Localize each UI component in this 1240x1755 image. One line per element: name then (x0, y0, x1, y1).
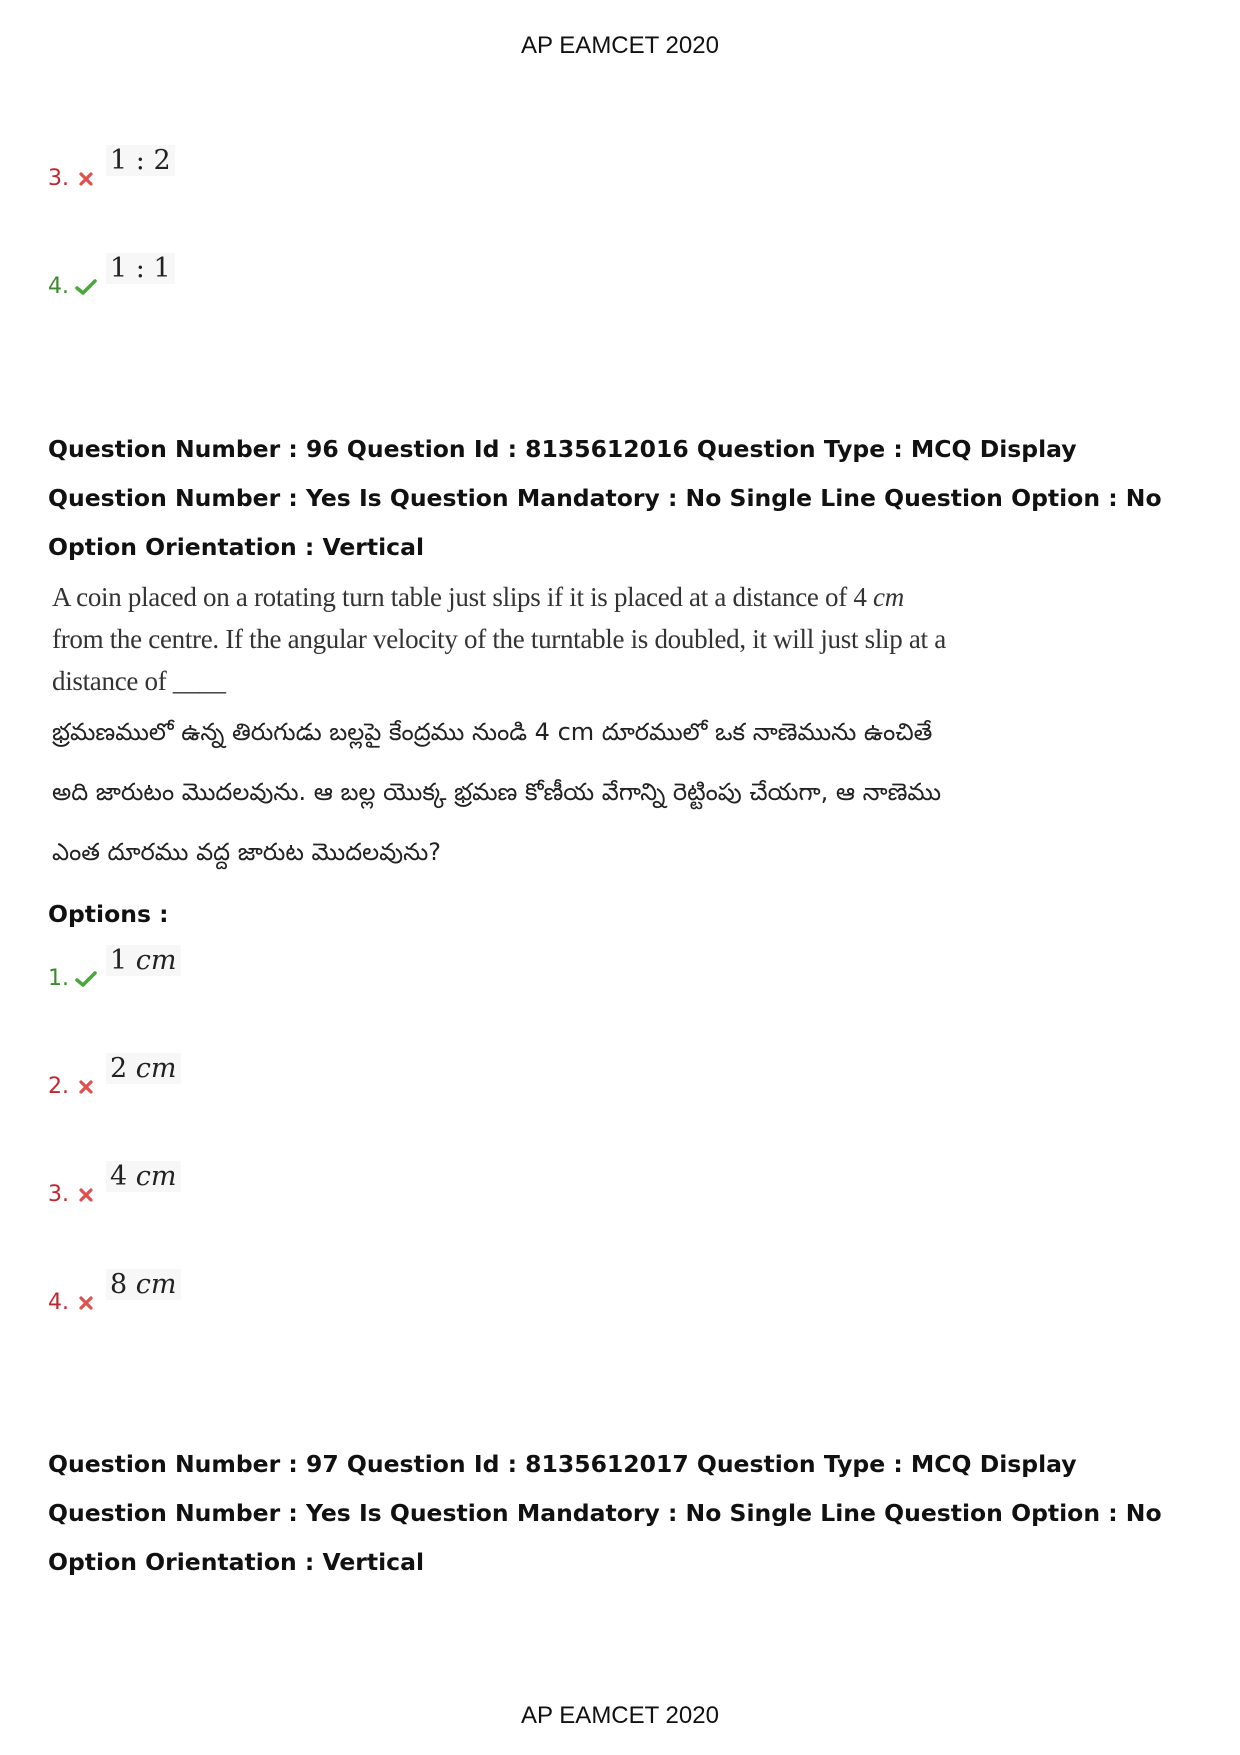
question-text-part: A coin placed on a rotating turn table just slips if it is placed at a distance of 4 (52, 582, 874, 612)
option-value (106, 1053, 181, 1084)
unit-text: cm (873, 582, 904, 612)
q96-option-1 (48, 945, 181, 991)
cross-icon (74, 1184, 98, 1206)
question-97-meta: Question Number : 97 Question Id : 8135612017 Question Type : MCQ Display Question Number : Yes Is Question Mandatory : No Single Line Question Option : No Option Orientation : Vertical (48, 1450, 1162, 1576)
q96-option-3 (48, 1161, 181, 1207)
option-unit: cm (135, 1269, 177, 1300)
option-number-value: 1 (110, 945, 128, 976)
option-value: 1 : 1 (106, 253, 175, 284)
question-96-text-english (52, 576, 952, 702)
option-number: 2. (48, 1074, 69, 1099)
question-text-part: from the centre. If the angular velocity of the turntable is doubled, it will just slip at a distance of ____ (52, 624, 946, 696)
option-number-value: 4 (110, 1161, 128, 1192)
option-unit: cm (135, 1161, 177, 1192)
q96-option-4 (48, 1269, 181, 1315)
option-unit: cm (135, 1053, 177, 1084)
option-value (106, 945, 181, 976)
option-number: 3. (48, 166, 69, 191)
options-label: Options : (48, 900, 169, 928)
option-number: 3. (48, 1182, 69, 1207)
option-value (106, 1269, 181, 1300)
page-footer: AP EAMCET 2020 (521, 1702, 719, 1729)
check-icon (74, 276, 98, 298)
option-number-value: 8 (110, 1269, 128, 1300)
question-96-meta: Question Number : 96 Question Id : 8135612016 Question Type : MCQ Display Question Number : Yes Is Question Mandatory : No Single Line Question Option : No Option Orientation : Vertical (48, 435, 1162, 561)
cross-icon (74, 1076, 98, 1098)
option-value (106, 1161, 181, 1192)
q96-option-2 (48, 1053, 181, 1099)
cross-icon (74, 1292, 98, 1314)
option-unit: cm (135, 945, 177, 976)
cross-icon (74, 168, 98, 190)
prev-option-4 (48, 253, 175, 299)
question-96-text-telugu: భ్రమణములో ఉన్న తిరుగుడు బల్లపై కేంద్రము నుండి 4 cm దూరములో ఒక నాణెమును ఉంచితే అది జారుటం మొదలవును. ఆ బల్ల యొక్క భ్రమణ కోణీయ వేగాన్ని రెట్టింపు చేయగా, ఆ నాణెము ఎంత దూరము వద్ద జారుట మొదలవును? (52, 718, 942, 866)
prev-option-3 (48, 145, 175, 191)
option-number-value: 2 (110, 1053, 128, 1084)
option-number: 1. (48, 966, 69, 991)
check-icon (74, 968, 98, 990)
option-value: 1 : 2 (106, 145, 175, 176)
option-number: 4. (48, 274, 69, 299)
page-header: AP EAMCET 2020 (521, 32, 719, 59)
option-number: 4. (48, 1290, 69, 1315)
